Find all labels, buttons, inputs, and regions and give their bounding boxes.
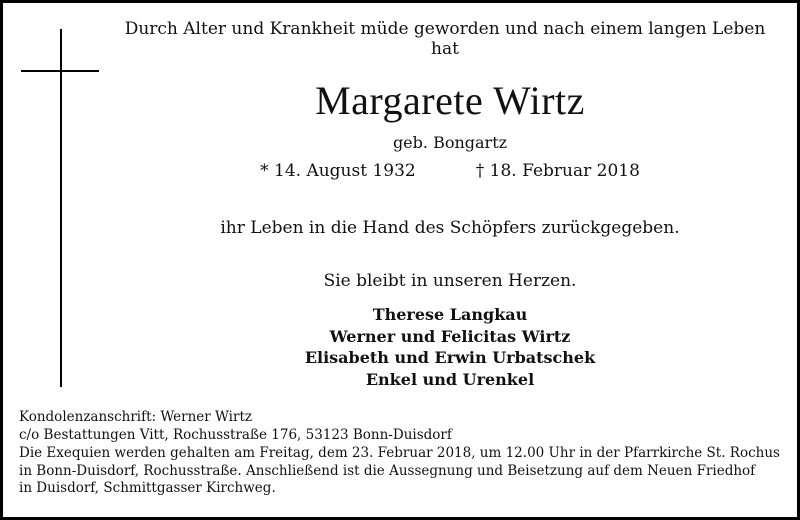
deceased-name: Margarete Wirtz — [315, 78, 585, 123]
mourner-name: Therese Langkau — [372, 305, 528, 324]
death-date: † 18. Februar 2018 — [475, 161, 640, 181]
service-line: in Bonn-Duisdorf, Rochusstraße. Anschließend ist die Aussegnung und Beisetzung auf dem Neuen Friedhof — [19, 462, 756, 479]
service-line: in Duisdorf, Schmittgasser Kirchweg. — [19, 480, 276, 496]
mourners-list — [103, 304, 797, 390]
intro-text: Durch Alter und Krankheit müde geworden und nach einem langen Leben hat — [124, 19, 766, 59]
mourner-name: Enkel und Urenkel — [365, 369, 535, 389]
cross-icon-vertical — [60, 29, 62, 387]
maiden-name: geb. Bongartz — [392, 133, 508, 152]
memory-line: Sie bleibt in unseren Herzen. — [323, 271, 577, 291]
mourner-name: Werner und Felicitas Wirtz — [329, 326, 571, 346]
closing-phrase: ihr Leben in die Hand des Schöpfers zurückgegeben. — [220, 218, 680, 238]
cross-icon-horizontal — [21, 70, 99, 72]
life-dates — [103, 161, 797, 181]
condolence-line: Kondolenzanschrift: Werner Wirtz — [19, 409, 252, 425]
condolence-line: c/o Bestattungen Vitt, Rochusstraße 176, 53123 Bonn-Duisdorf — [19, 426, 452, 443]
service-line: Die Exequien werden gehalten am Freitag, dem 23. Februar 2018, um 12.00 Uhr in der Pfarrkirche St. Rochus — [19, 445, 780, 461]
mourner-name: Elisabeth und Erwin Urbatschek — [304, 348, 596, 367]
footer-info — [19, 409, 781, 498]
birth-date: * 14. August 1932 — [260, 161, 416, 181]
